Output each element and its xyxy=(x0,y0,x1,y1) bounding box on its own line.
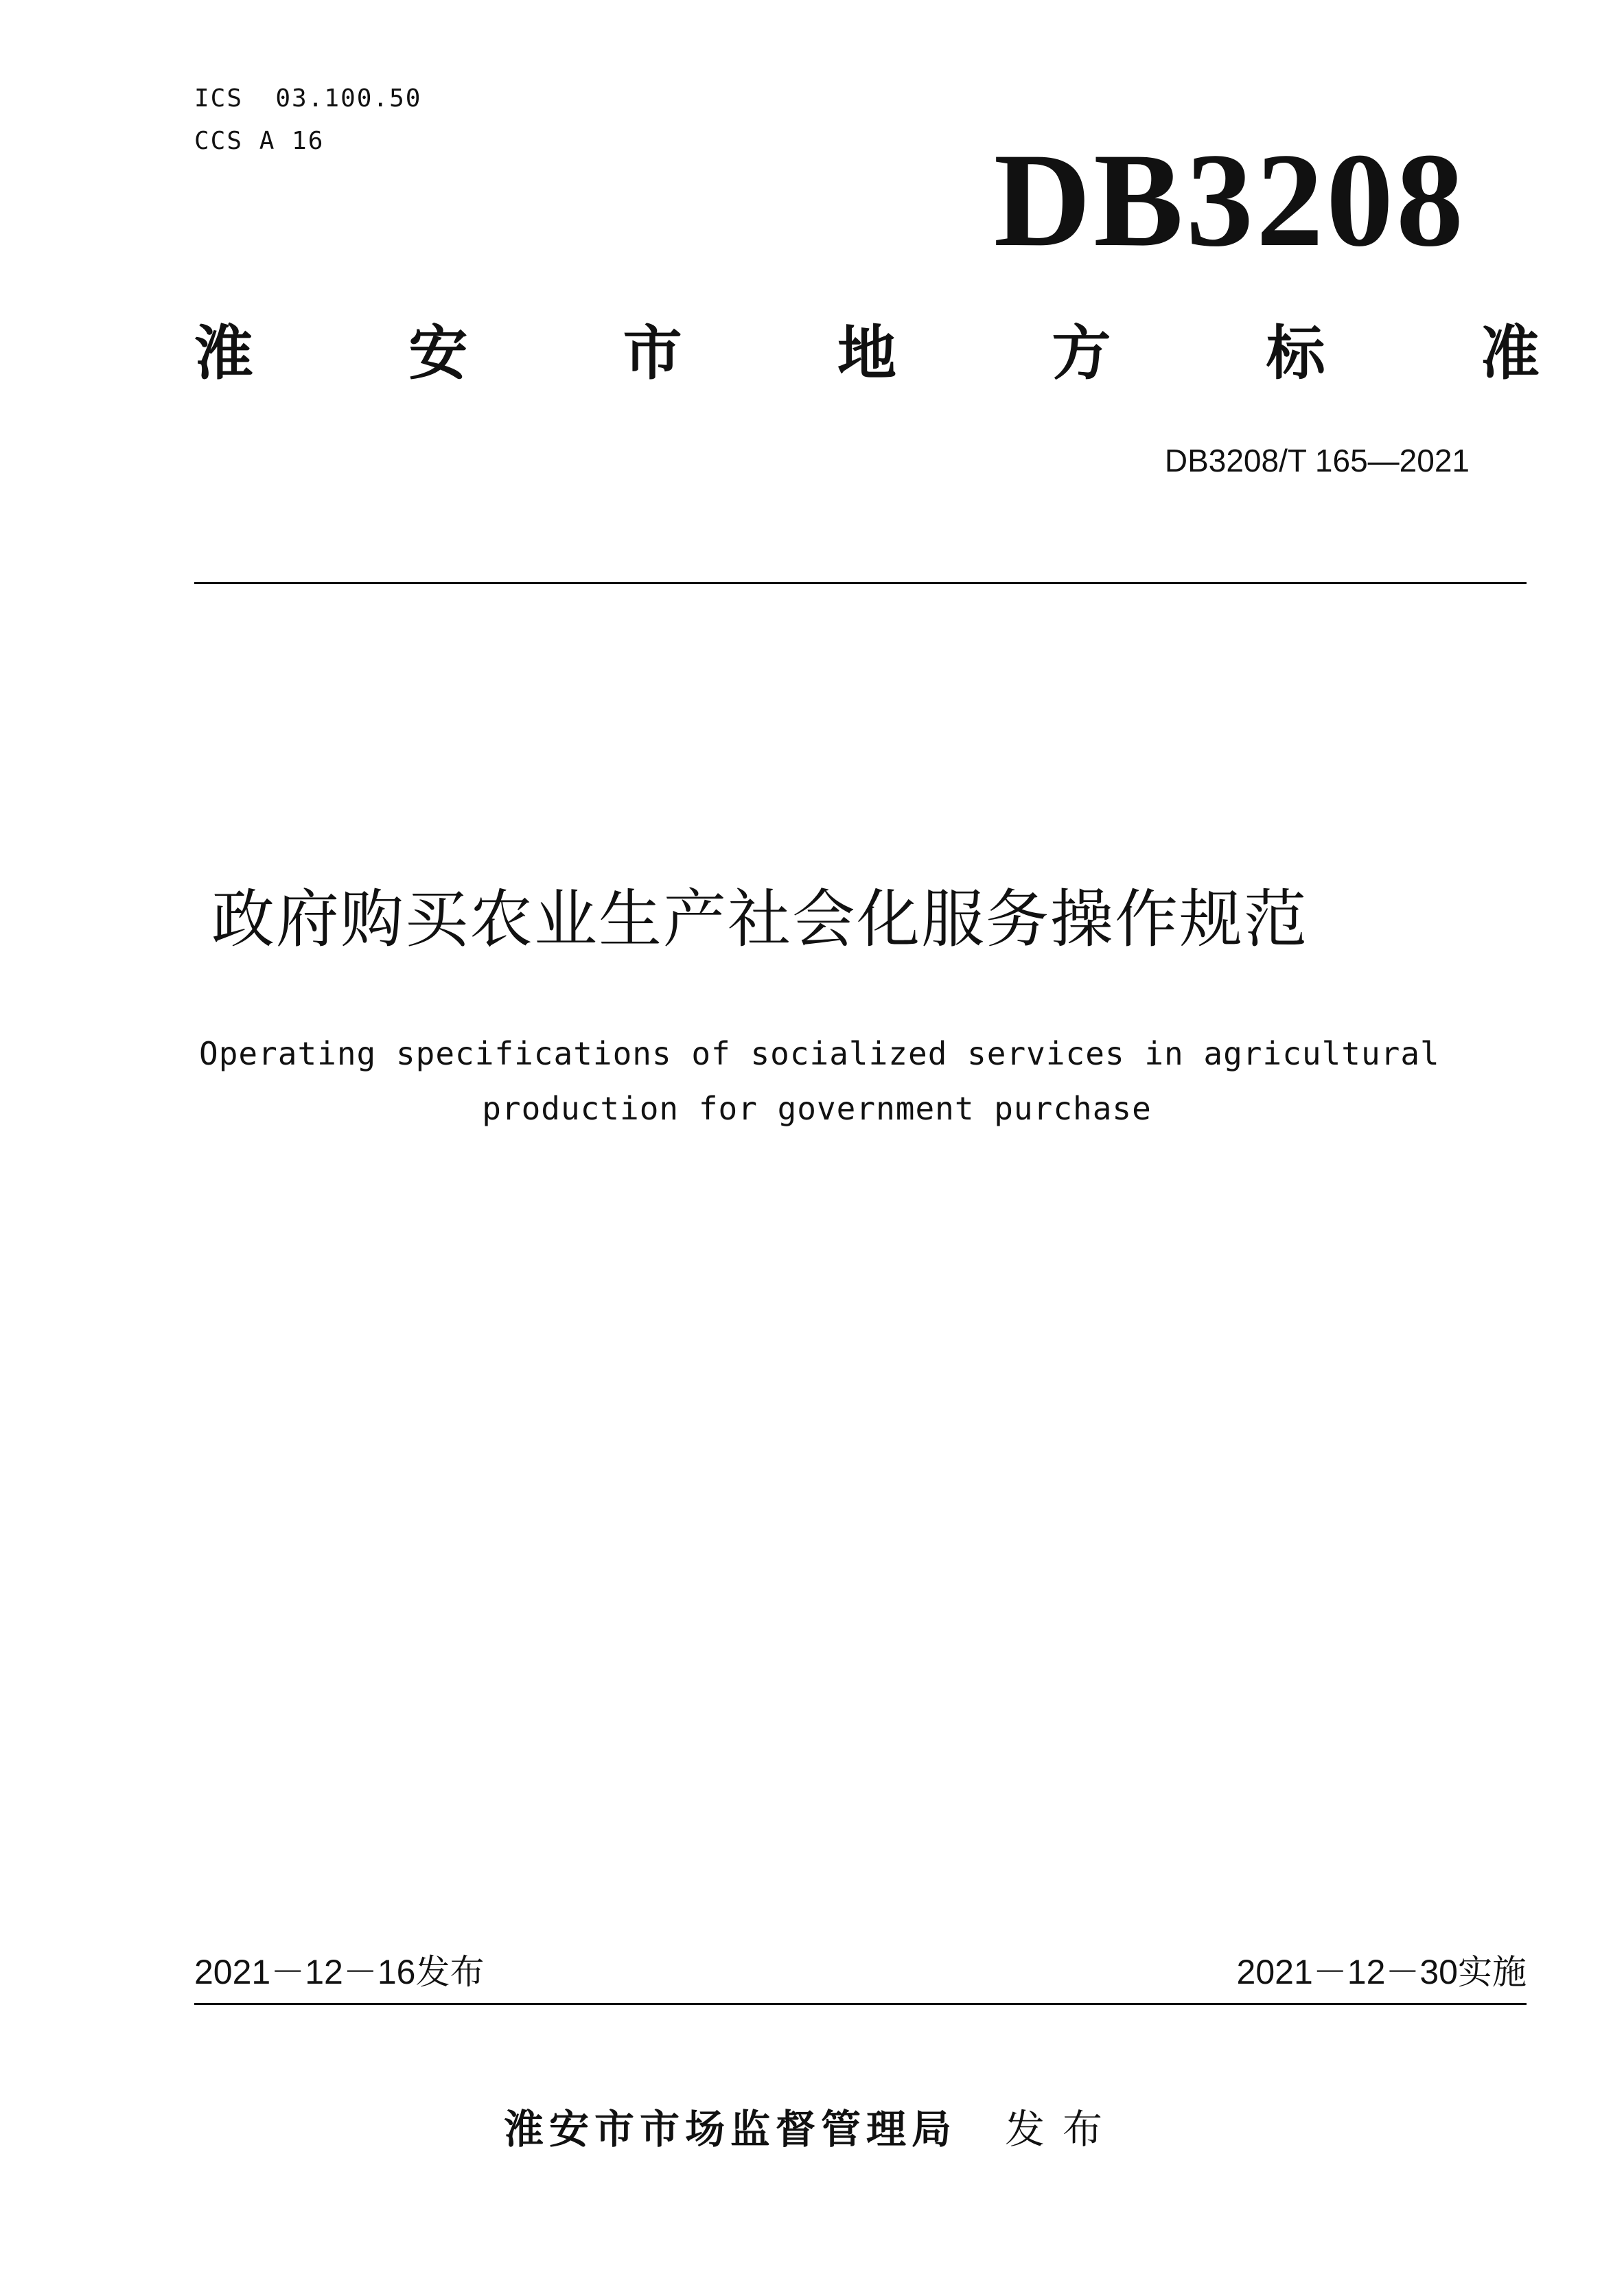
standard-type-char: 市 xyxy=(623,319,682,388)
standard-number: DB3208/T 165—2021 xyxy=(1164,443,1470,478)
standard-type-char: 标 xyxy=(1266,319,1325,388)
ccs-code: CCS A 16 xyxy=(194,127,325,155)
publisher-name: 淮安市市场监督管理局 xyxy=(503,2106,957,2153)
standard-type-char: 淮 xyxy=(194,319,253,388)
standard-code-heading: DB3208 xyxy=(993,126,1466,275)
document-title-english xyxy=(199,1026,1440,1136)
standard-type-char: 准 xyxy=(1480,319,1540,388)
title-en-line-2: production for government purchase xyxy=(482,1090,1152,1127)
release-date: 2021－12－16发布 xyxy=(194,1953,485,1991)
standard-type-char: 安 xyxy=(408,319,468,388)
standard-type-char: 方 xyxy=(1052,319,1111,388)
bottom-divider xyxy=(194,2003,1527,2005)
standard-type-title xyxy=(194,319,1540,388)
publisher-action: 发布 xyxy=(1005,2106,1121,2153)
effective-date: 2021－12－30实施 xyxy=(1236,1953,1527,1991)
title-en-line-1: Operating specifications of socialized services in agricultural xyxy=(199,1035,1440,1072)
ics-code: ICS 03.100.50 xyxy=(194,84,422,113)
publisher-line xyxy=(0,2102,1624,2157)
standard-type-char: 地 xyxy=(837,319,896,388)
document-title-chinese: 政府购买农业生产社会化服务操作规范 xyxy=(211,883,1309,956)
top-divider xyxy=(194,582,1527,584)
